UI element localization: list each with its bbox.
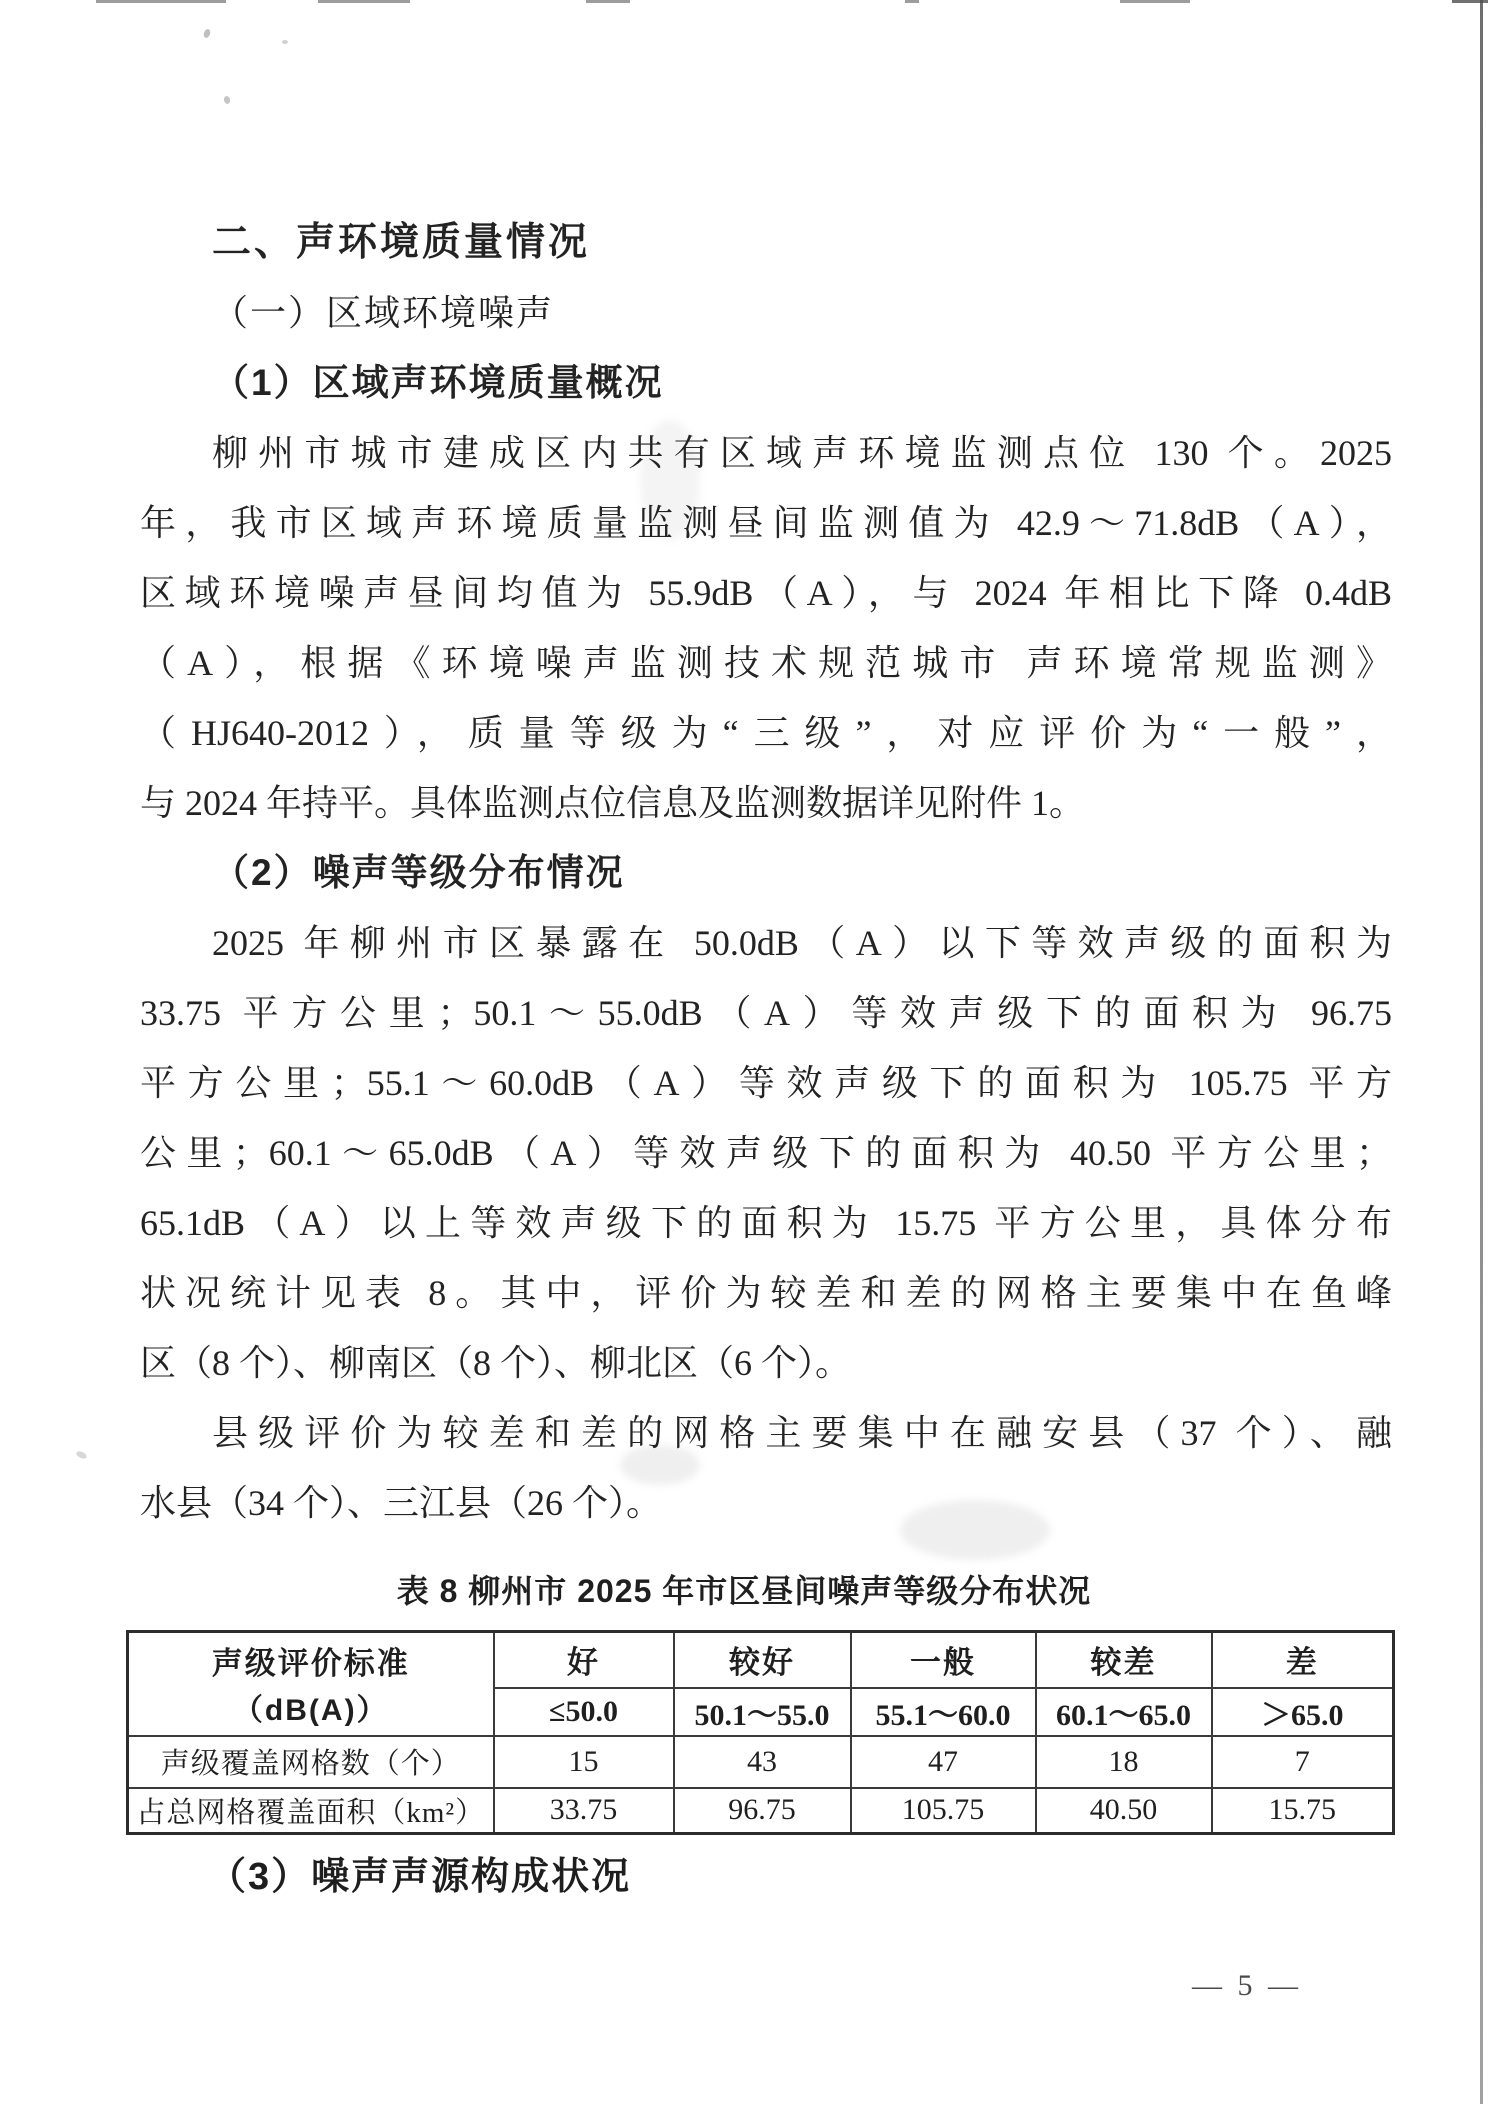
table-value-cell: 43 [674, 1736, 851, 1788]
table-caption: 表 8 柳州市 2025 年市区昼间噪声等级分布状况 [396, 1573, 1092, 1609]
body-line: 区（8 个）、柳南区（8 个）、柳北区（6 个）。 [140, 1343, 852, 1383]
table-grade-cell: 较好 [674, 1632, 851, 1688]
table-header-standard-line1: 声级评价标准 [211, 1646, 410, 1682]
scan-speck [282, 40, 288, 44]
table-header-standard-line2: （dB(A)） [232, 1694, 389, 1728]
body-line: 年，我市区域声环境质量监测昼间监测值为 42.9～71.8dB（A）， [140, 503, 1392, 543]
body-line: 水县（34 个）、三江县（26 个）。 [140, 1483, 663, 1523]
body-line: 33.75 平方公里；50.1～55.0dB（A）等效声级下的面积为 96.75 [140, 993, 1392, 1033]
table-range-cell: 55.1～60.0 [851, 1688, 1036, 1736]
table-value-cell: 105.75 [851, 1788, 1036, 1834]
table-header-standard [128, 1632, 494, 1736]
table-value-cell: 7 [1212, 1736, 1394, 1788]
page-number: — 5 — [1192, 1969, 1302, 2002]
body-line: （HJ640-2012），质量等级为“三级”，对应评价为“一般”， [140, 713, 1392, 753]
scan-top-dash [318, 0, 410, 3]
table-value-cell: 47 [851, 1736, 1036, 1788]
table-value-cell: 33.75 [494, 1788, 674, 1834]
table-grade-cell: 差 [1212, 1632, 1394, 1688]
point-heading-2: （2）噪声等级分布情况 [212, 852, 625, 893]
subsection-heading-1: （一）区域环境噪声 [212, 293, 555, 333]
table-grade-cell: 一般 [851, 1632, 1036, 1688]
scan-speck [203, 28, 212, 39]
scan-top-dash [905, 0, 919, 3]
body-line: 状况统计见表 8。其中，评价为较差和差的网格主要集中在鱼峰 [140, 1273, 1392, 1313]
body-line: 平方公里；55.1～60.0dB（A）等效声级下的面积为 105.75 平方 [140, 1063, 1392, 1103]
section-heading-2: 二、声环境质量情况 [212, 221, 591, 264]
scan-speck [75, 1450, 88, 1460]
noise-distribution-table [126, 1630, 1395, 1835]
table-value-cell: 15 [494, 1736, 674, 1788]
point-heading-1: （1）区域声环境质量概况 [212, 362, 664, 403]
table-range-cell: ≤50.0 [494, 1688, 674, 1736]
table-row-label: 声级覆盖网格数（个） [128, 1736, 494, 1788]
table-value-cell: 40.50 [1036, 1788, 1212, 1834]
body-line: 与 2024 年持平。具体监测点位信息及监测数据详见附件 1。 [140, 783, 1086, 823]
body-line: 柳州市城市建成区内共有区域声环境监测点位 130 个。2025 [212, 433, 1392, 473]
scan-top-dash [586, 0, 630, 3]
table-grade-cell: 较差 [1036, 1632, 1212, 1688]
scan-top-dash [1452, 0, 1488, 3]
table-grade-cell: 好 [494, 1632, 674, 1688]
body-line: （A），根据《环境噪声监测技术规范城市 声环境常规监测》 [140, 643, 1392, 683]
table-range-cell: ＞65.0 [1212, 1688, 1394, 1736]
scan-top-dash [1120, 0, 1190, 3]
body-line: 65.1dB（A）以上等效声级下的面积为 15.75 平方公里，具体分布 [140, 1203, 1392, 1243]
body-line: 2025 年柳州市区暴露在 50.0dB（A）以下等效声级的面积为 [212, 923, 1392, 963]
scan-edge-line [1480, 0, 1483, 2104]
table-row-label: 占总网格覆盖面积（km²） [128, 1788, 494, 1834]
body-line: 公里；60.1～65.0dB（A）等效声级下的面积为 40.50 平方公里； [140, 1133, 1392, 1173]
table-value-cell: 18 [1036, 1736, 1212, 1788]
document-body [140, 208, 1392, 1538]
table-value-cell: 15.75 [1212, 1788, 1394, 1834]
scan-speck [223, 95, 231, 104]
table-range-cell: 60.1～65.0 [1036, 1688, 1212, 1736]
point-heading-3: （3）噪声声源构成状况 [208, 1856, 632, 1898]
body-line: 县级评价为较差和差的网格主要集中在融安县（37 个）、融 [212, 1413, 1392, 1453]
body-line: 区域环境噪声昼间均值为 55.9dB（A），与 2024 年相比下降 0.4dB [140, 573, 1392, 613]
table-range-cell: 50.1～55.0 [674, 1688, 851, 1736]
table-value-cell: 96.75 [674, 1788, 851, 1834]
scan-top-dash [96, 0, 226, 3]
